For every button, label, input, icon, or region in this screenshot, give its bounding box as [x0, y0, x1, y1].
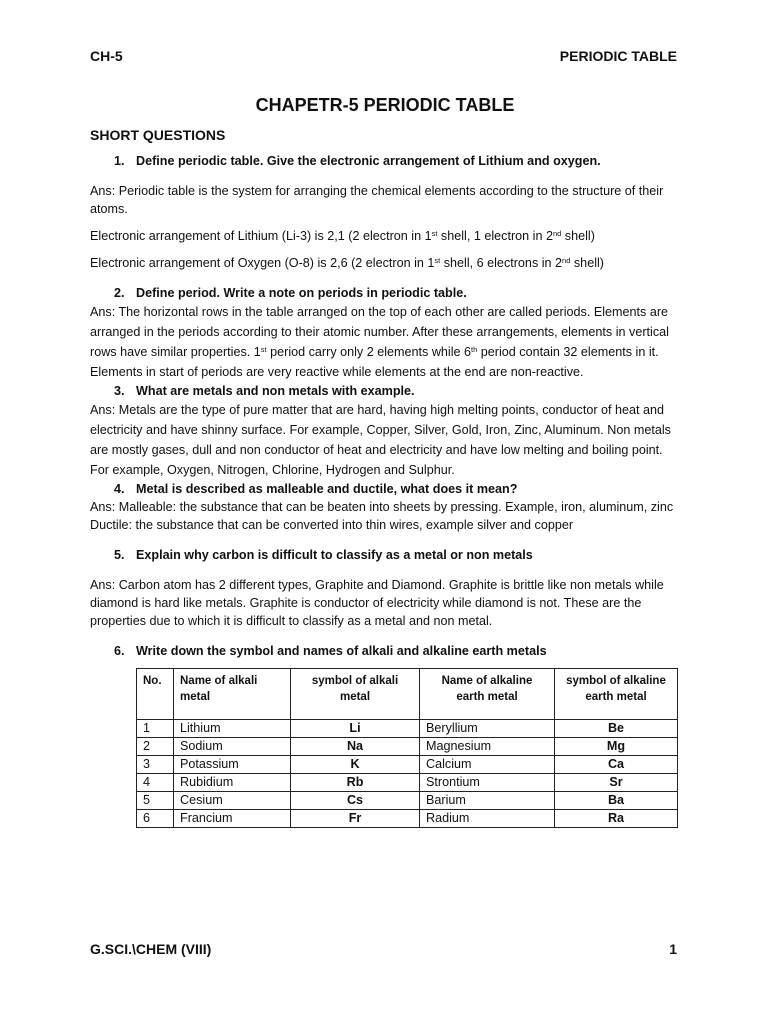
question-text: Write down the symbol and names of alkali and alkaline earth metals: [136, 644, 547, 658]
table-row: [137, 720, 678, 738]
answer-1-lithium: Electronic arrangement of Lithium (Li-3) is 2,1 (2 electron in 1st shell, 1 electron in 2nd shell): [90, 229, 595, 243]
answer-3: Ans: Metals are the type of pure matter that are hard, having high melting points, conductor of heat and electricity and have shinny surface. For example, Copper, Silver, Gold, Iron, Zinc, Aluminum. Non metals are mostly gases, dull and non conductor of heat and electricity and have low melting and boiling point. For example, Oxygen, Nitrogen, Chlorine, Hydrogen and Sulphur.: [90, 403, 671, 477]
cell-alkali-name: Cesium: [174, 792, 291, 810]
question-number: 3.: [114, 384, 125, 398]
page-header: [90, 48, 677, 64]
cell-alkaline-name: Calcium: [420, 756, 555, 774]
page-title: CHAPETR-5 PERIODIC TABLE: [255, 95, 515, 115]
cell-alkali-symbol: Rb: [291, 774, 420, 792]
question-text: Metal is described as malleable and ductile, what does it mean?: [136, 482, 518, 496]
answer-2: Ans: The horizontal rows in the table arranged on the top of each other are called periods. Elements are arranged in the periods according to their atomic number. After these arrangements, elements in vertical rows have similar properties. 1st period carry only 2 elements while 6th period contain 32 elements in it. Elements in start of periods are very reactive while elements at the end are non-reactive.: [90, 305, 669, 379]
cell-no: 3: [137, 756, 174, 774]
table-row: [137, 756, 678, 774]
question-text: Explain why carbon is difficult to classify as a metal or non metals: [136, 548, 533, 562]
question-4: [90, 480, 680, 498]
table-header-row: [137, 669, 678, 720]
question-number: 1.: [114, 154, 125, 168]
footer-subject: G.SCI.\CHEM (VIII): [90, 941, 212, 957]
cell-alkali-name: Francium: [174, 810, 291, 828]
cell-alkali-name: Potassium: [174, 756, 291, 774]
cell-alkaline-name: Barium: [420, 792, 555, 810]
cell-alkali-name: Rubidium: [174, 774, 291, 792]
header-alkaline-symbol: symbol of alkaline earth metal: [555, 669, 678, 720]
answer-4-malleable: Ans: Malleable: the substance that can be beaten into sheets by pressing. Example, iron, aluminum, zinc: [90, 500, 674, 514]
cell-no: 6: [137, 810, 174, 828]
cell-alkali-symbol: Fr: [291, 810, 420, 828]
answer-5: Ans: Carbon atom has 2 different types, Graphite and Diamond. Graphite is brittle like non metals while diamond is hard like metals. Graphite is conductor of electricity while diamond is not. These are the properties due to which it is difficult to classify as a metal and non metal.: [90, 578, 664, 628]
question-5: [90, 546, 680, 564]
page-number: 1: [669, 941, 677, 957]
cell-alkali-symbol: Li: [291, 720, 420, 738]
table-row: [137, 792, 678, 810]
table-row: [137, 774, 678, 792]
answer-4-ductile: Ductile: the substance that can be converted into thin wires, example silver and copper: [90, 518, 574, 532]
header-no: No.: [137, 669, 174, 720]
header-alkaline-name: Name of alkaline earth metal: [420, 669, 555, 720]
table-row: [137, 810, 678, 828]
cell-alkaline-symbol: Ra: [555, 810, 678, 828]
question-3: [90, 382, 680, 400]
question-6: [90, 642, 680, 660]
cell-alkaline-symbol: Mg: [555, 738, 678, 756]
cell-alkaline-symbol: Ca: [555, 756, 678, 774]
table-row: [137, 738, 678, 756]
question-text: What are metals and non metals with example.: [136, 384, 415, 398]
cell-alkali-name: Sodium: [174, 738, 291, 756]
header-alkali-symbol: symbol of alkali metal: [291, 669, 420, 720]
cell-alkaline-name: Magnesium: [420, 738, 555, 756]
cell-no: 4: [137, 774, 174, 792]
cell-alkaline-symbol: Sr: [555, 774, 678, 792]
cell-no: 2: [137, 738, 174, 756]
cell-alkaline-symbol: Be: [555, 720, 678, 738]
document-body: [90, 94, 680, 828]
alkali-metals-table: [136, 668, 678, 828]
question-number: 4.: [114, 482, 125, 496]
cell-alkaline-name: Radium: [420, 810, 555, 828]
cell-alkali-symbol: Na: [291, 738, 420, 756]
header-alkali-name: Name of alkali metal: [174, 669, 291, 720]
question-text: Define period. Write a note on periods in periodic table.: [136, 286, 467, 300]
question-text: Define periodic table. Give the electronic arrangement of Lithium and oxygen.: [136, 154, 601, 168]
cell-no: 1: [137, 720, 174, 738]
cell-no: 5: [137, 792, 174, 810]
header-topic: PERIODIC TABLE: [559, 48, 677, 64]
header-chapter: CH-5: [90, 48, 123, 64]
question-number: 5.: [114, 548, 125, 562]
section-heading: SHORT QUESTIONS: [90, 127, 226, 143]
answer-1-oxygen: Electronic arrangement of Oxygen (O-8) is 2,6 (2 electron in 1st shell, 6 electrons in 2nd shell): [90, 256, 604, 270]
cell-alkaline-name: Beryllium: [420, 720, 555, 738]
question-2: [90, 284, 680, 302]
cell-alkali-symbol: K: [291, 756, 420, 774]
cell-alkali-symbol: Cs: [291, 792, 420, 810]
question-number: 6.: [114, 644, 125, 658]
question-number: 2.: [114, 286, 125, 300]
question-1: [90, 152, 680, 170]
cell-alkaline-symbol: Ba: [555, 792, 678, 810]
answer-1: Ans: Periodic table is the system for arranging the chemical elements according to the structure of their atoms.: [90, 184, 664, 216]
page-footer: [90, 941, 677, 957]
cell-alkali-name: Lithium: [174, 720, 291, 738]
cell-alkaline-name: Strontium: [420, 774, 555, 792]
